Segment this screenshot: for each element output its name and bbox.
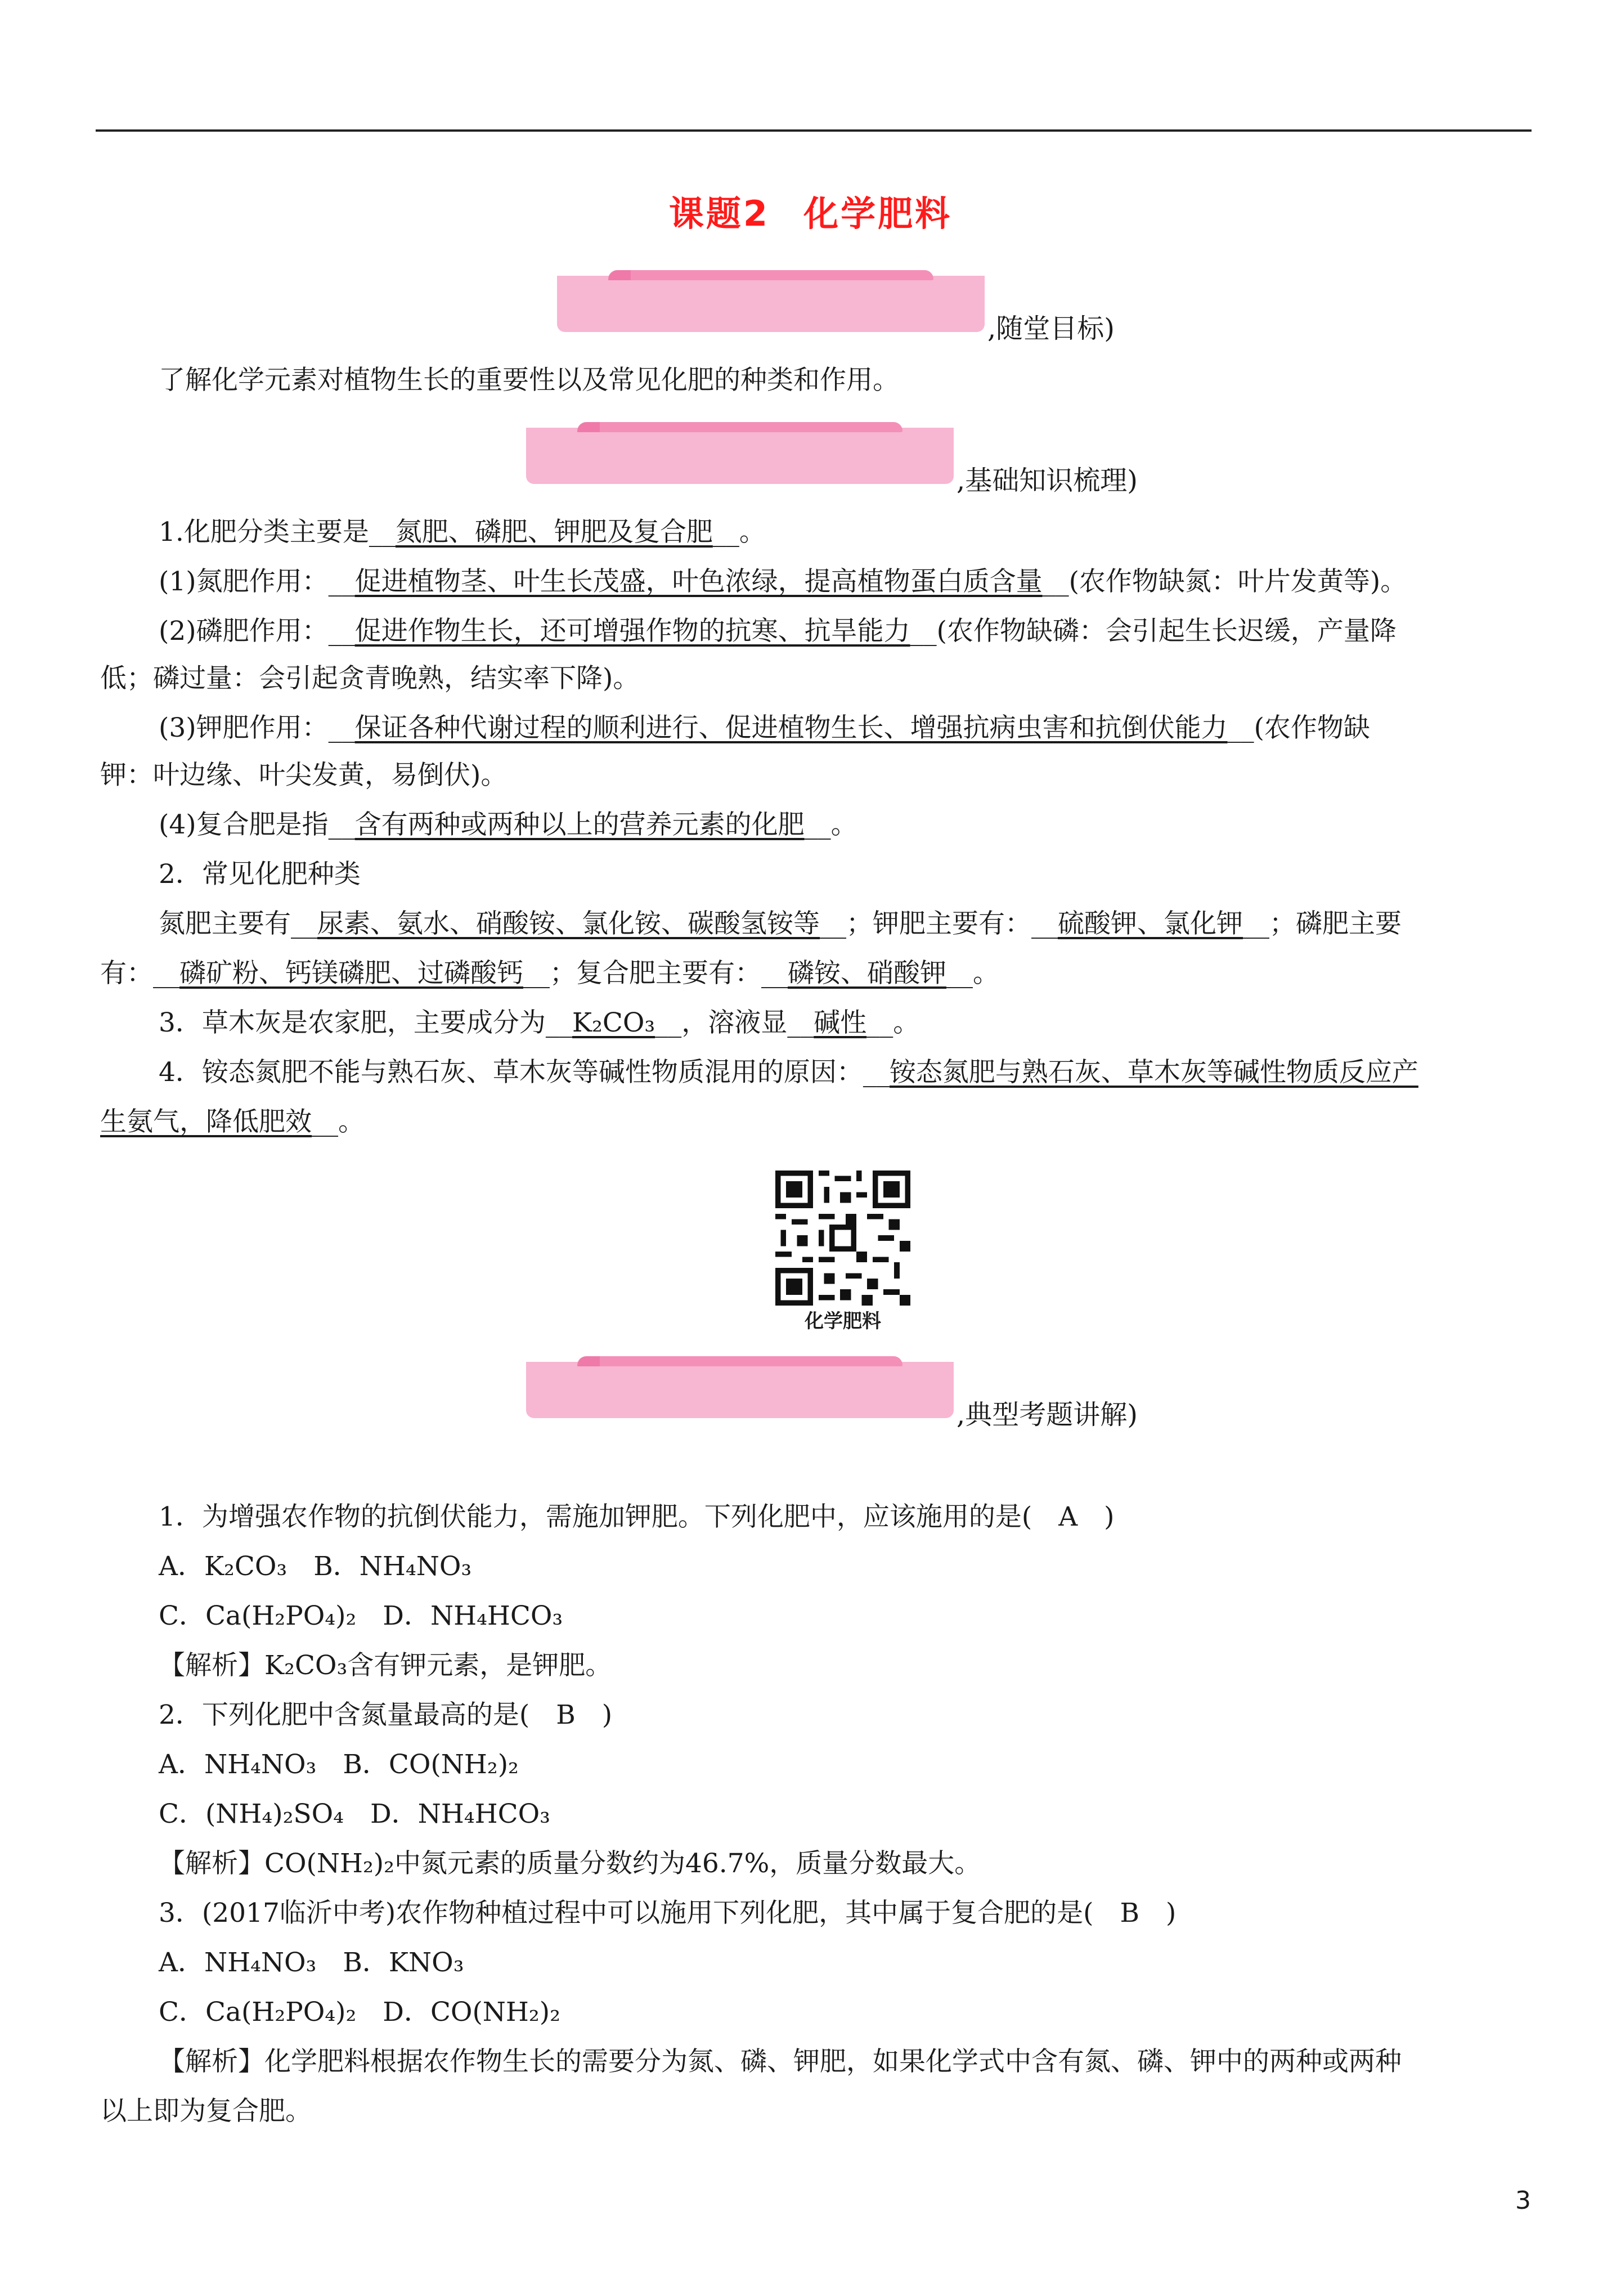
page-number: 3 — [1515, 2186, 1531, 2215]
k1-2-line: (2)磷肥作用：__促进作物生长，还可增强作物的抗寒、抗旱能力__(农作物缺磷：会引起生长迟缓，产量降 — [159, 616, 1397, 647]
q1-options-ab: A．K₂CO₃ B．NH₄NO₃ — [159, 1551, 472, 1582]
k1-answer: 氮肥、磷肥、钾肥及复合肥 — [395, 517, 713, 548]
title-number: 课题2 — [668, 193, 770, 234]
k4-answer-2: 生氨气，降低肥效 — [100, 1106, 312, 1137]
k3-answer-2: 碱性 — [814, 1007, 867, 1038]
k1-1-line: (1)氮肥作用：__促进植物茎、叶生长茂盛，叶色浓绿，提高植物蛋白质含量__(农作物缺氮：叶片发黄等)。 — [159, 566, 1407, 597]
q1-stem: 1．为增强农作物的抗倒伏能力，需施加钾肥。下列化肥中，应该施用的是( A ) — [159, 1501, 1115, 1532]
k1-2-line2: 低；磷过量：会引起贪青晚熟，结实率下降)。 — [100, 663, 640, 694]
page-title — [0, 186, 1621, 236]
k2-phosphorus-answer: 磷矿粉、钙镁磷肥、过磷酸钙 — [179, 958, 523, 989]
banner-knowledge — [526, 422, 954, 484]
goal-text: 了解化学元素对植物生长的重要性以及常见化肥的种类和作用。 — [159, 365, 899, 396]
k2-potassium-answer: 硫酸钾、氯化钾 — [1058, 908, 1243, 939]
k1-4-line: (4)复合肥是指__含有两种或两种以上的营养元素的化肥__。 — [159, 809, 857, 840]
k1-2-answer: 促进作物生长，还可增强作物的抗寒、抗旱能力 — [354, 616, 910, 647]
k2-nitrogen-answer: 尿素、氨水、硝酸铵、氯化铵、碳酸氢铵等 — [317, 908, 820, 939]
k1-3-line: (3)钾肥作用：__保证各种代谢过程的顺利进行、促进植物生长、增强抗病虫害和抗倒伏能力__(农作物缺 — [159, 712, 1370, 743]
q2-options-cd: C．(NH₄)₂SO₄ D．NH₄HCO₃ — [159, 1799, 550, 1829]
q2-stem: 2．下列化肥中含氮量最高的是( B ) — [159, 1699, 613, 1730]
banner-goal — [557, 270, 985, 332]
q2-analysis: 【解析】CO(NH₂)₂中氮元素的质量分数约为46.7%，质量分数最大。 — [159, 1848, 981, 1879]
title-name: 化学肥料 — [803, 193, 953, 234]
qr-code-image[interactable] — [775, 1171, 910, 1306]
k1-line: 1.化肥分类主要是__氮肥、磷肥、钾肥及复合肥__。 — [159, 517, 766, 548]
k2-line1: 氮肥主要有__尿素、氨水、硝酸铵、氯化铵、碳酸氢铵等__；钾肥主要有：__硫酸钾、氯化钾__；磷肥主要 — [159, 908, 1402, 939]
k4-answer-1: 铵态氮肥与熟石灰、草木灰等碱性物质反应产 — [889, 1057, 1418, 1088]
q3-options-cd: C．Ca(H₂PO₄)₂ D．CO(NH₂)₂ — [159, 1997, 560, 2028]
k1-3-line2: 钾：叶边缘、叶尖发黄，易倒伏)。 — [100, 760, 508, 791]
q1-analysis: 【解析】K₂CO₃含有钾元素，是钾肥。 — [159, 1650, 612, 1681]
k3-answer-1: K₂CO₃ — [572, 1007, 655, 1038]
q2-options-ab: A．NH₄NO₃ B．CO(NH₂)₂ — [159, 1749, 519, 1780]
q3-options-ab: A．NH₄NO₃ B．KNO₃ — [159, 1947, 464, 1978]
k2-compound-answer: 磷铵、硝酸钾 — [788, 958, 946, 989]
k1-3-answer: 保证各种代谢过程的顺利进行、促进植物生长、增强抗病虫害和抗倒伏能力 — [354, 712, 1228, 743]
k4-line2: 生氨气，降低肥效__。 — [100, 1106, 365, 1137]
top-rule — [96, 129, 1532, 132]
k3-line: 3．草木灰是农家肥，主要成分为__K₂CO₃__，溶液显__碱性__。 — [159, 1007, 920, 1038]
banner-examples — [526, 1356, 954, 1418]
k1-1-answer: 促进植物茎、叶生长茂盛，叶色浓绿，提高植物蛋白质含量 — [354, 566, 1043, 597]
q3-analysis-line2: 以上即为复合肥。 — [100, 2096, 312, 2127]
banner-examples-label: ,典型考题讲解) — [957, 1399, 1138, 1430]
q3-analysis: 【解析】化学肥料根据农作物生长的需要分为氮、磷、钾肥，如果化学式中含有氮、磷、钾中的两种或两种 — [159, 2046, 1402, 2077]
banner-knowledge-label: ,基础知识梳理) — [957, 465, 1138, 496]
k1-4-answer: 含有两种或两种以上的营养元素的化肥 — [354, 809, 805, 840]
q1-options-cd: C．Ca(H₂PO₄)₂ D．NH₄HCO₃ — [159, 1600, 563, 1631]
qr-caption: 化学肥料 — [805, 1310, 881, 1333]
q3-stem: 3．(2017临沂中考)农作物种植过程中可以施用下列化肥，其中属于复合肥的是( B ) — [159, 1898, 1177, 1929]
banner-goal-label: ,随堂目标) — [987, 313, 1115, 344]
k2-line2: 有：__磷矿粉、钙镁磷肥、过磷酸钙__；复合肥主要有：__磷铵、硝酸钾__。 — [100, 958, 999, 989]
k4-line: 4．铵态氮肥不能与熟石灰、草木灰等碱性物质混用的原因：__铵态氮肥与熟石灰、草木灰等碱性物质反应产 — [159, 1057, 1418, 1088]
k2-title: 2．常见化肥种类 — [159, 859, 361, 890]
